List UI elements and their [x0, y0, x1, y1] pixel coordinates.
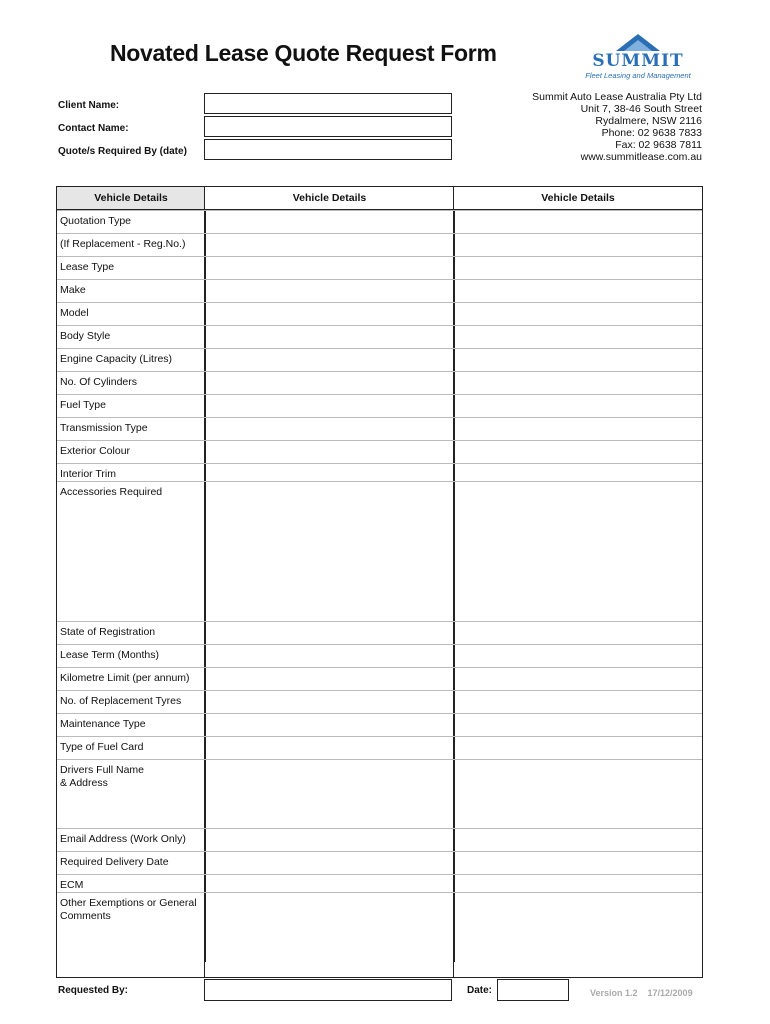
company-line: www.summitlease.com.au [580, 151, 702, 163]
vehicle-cell[interactable] [205, 829, 454, 851]
vehicle-cell[interactable] [454, 691, 703, 713]
vehicle-cell[interactable] [205, 645, 454, 667]
row-label: (If Replacement - Reg.No.) [60, 238, 186, 250]
date-field[interactable] [497, 979, 569, 1001]
vehicle-cell[interactable] [454, 418, 703, 440]
table-row [57, 302, 702, 325]
table-row [57, 851, 702, 874]
vehicle-cell[interactable] [454, 372, 703, 394]
version-label: Version 1.2 17/12/2009 [590, 988, 693, 998]
logo-tagline: Fleet Leasing and Management [585, 71, 691, 80]
vehicle-cell[interactable] [205, 714, 454, 736]
vehicle-cell[interactable] [205, 893, 454, 962]
company-line: Fax: 02 9638 7811 [615, 139, 702, 151]
row-label: Make [60, 284, 86, 296]
table-row [57, 233, 702, 256]
column-header: Vehicle Details [57, 187, 205, 210]
table-row [57, 371, 702, 394]
vehicle-cell[interactable] [454, 893, 703, 962]
vehicle-cell[interactable] [454, 668, 703, 690]
table-row [57, 690, 702, 713]
row-label: Drivers Full Name & Address [60, 764, 145, 789]
requested-by-field[interactable] [204, 979, 452, 1001]
contact-name-field[interactable] [204, 116, 452, 137]
vehicle-cell[interactable] [454, 622, 703, 644]
vehicle-cell[interactable] [205, 668, 454, 690]
row-label: Exterior Colour [60, 445, 131, 457]
vehicle-cell[interactable] [205, 464, 454, 481]
row-label: Interior Trim [60, 468, 117, 480]
vehicle-cell[interactable] [205, 760, 454, 828]
table-row [57, 481, 702, 621]
table-row [57, 874, 702, 892]
vehicle-cell[interactable] [454, 395, 703, 417]
vehicle-cell[interactable] [454, 852, 703, 874]
vehicle-cell[interactable] [205, 737, 454, 759]
vehicle-cell[interactable] [205, 257, 454, 279]
vehicle-cell[interactable] [454, 464, 703, 481]
table-row [57, 394, 702, 417]
table-row [57, 621, 702, 644]
table-row [57, 759, 702, 828]
column-header: Vehicle Details [541, 192, 615, 204]
row-label: Lease Type [60, 261, 115, 273]
logo-wordmark: SUMMIT [592, 51, 684, 71]
row-label: No. Of Cylinders [60, 376, 138, 388]
table-row [57, 644, 702, 667]
row-label: Accessories Required [60, 486, 163, 498]
company-line: Phone: 02 9638 7833 [601, 127, 702, 139]
table-row [57, 463, 702, 481]
contact-name-label: Contact Name: [58, 123, 129, 134]
vehicle-cell[interactable] [205, 482, 454, 621]
vehicle-cell[interactable] [205, 303, 454, 325]
vehicle-cell[interactable] [205, 372, 454, 394]
row-label: Quotation Type [60, 215, 132, 227]
quote-date-field[interactable] [204, 139, 452, 160]
row-label: Transmission Type [60, 422, 148, 434]
row-label: Model [60, 307, 89, 319]
vehicle-cell[interactable] [205, 622, 454, 644]
row-label: Maintenance Type [60, 718, 146, 730]
vehicle-cell[interactable] [205, 349, 454, 371]
row-label: Required Delivery Date [60, 856, 169, 868]
company-line: Summit Auto Lease Australia Pty Ltd [532, 91, 702, 103]
column-header: Vehicle Details [292, 192, 367, 204]
row-label: State of Registration [60, 626, 156, 638]
row-label: Other Exemptions or General Comments [60, 897, 197, 922]
row-label: Type of Fuel Card [60, 741, 144, 753]
vehicle-cell[interactable] [205, 234, 454, 256]
date-label: Date: [467, 985, 493, 996]
vehicle-cell[interactable] [454, 714, 703, 736]
table-row [57, 736, 702, 759]
requested-by-label: Requested By: [58, 985, 129, 996]
table-row [57, 325, 702, 348]
vehicle-cell[interactable] [454, 829, 703, 851]
vehicle-cell[interactable] [454, 482, 703, 621]
vehicle-cell[interactable] [205, 418, 454, 440]
roof-inner-icon [624, 40, 652, 51]
vehicle-cell[interactable] [205, 326, 454, 348]
vehicle-cell[interactable] [454, 234, 703, 256]
table-row [57, 417, 702, 440]
row-label: Email Address (Work Only) [60, 833, 186, 845]
form-title: Novated Lease Quote Request Form [110, 40, 497, 66]
row-label: Fuel Type [60, 399, 106, 411]
table-row [57, 348, 702, 371]
vehicle-cell[interactable] [454, 645, 703, 667]
table-row [57, 256, 702, 279]
vehicle-cell[interactable] [454, 326, 703, 348]
vehicle-cell[interactable] [454, 303, 703, 325]
vehicle-cell[interactable] [205, 395, 454, 417]
vehicle-cell[interactable] [454, 760, 703, 828]
vehicle-cell[interactable] [454, 875, 703, 892]
table-row [57, 828, 702, 851]
table-row [57, 210, 702, 233]
vehicle-cell[interactable] [454, 349, 703, 371]
summit-logo [572, 34, 704, 84]
vehicle-cell[interactable] [205, 280, 454, 302]
company-line: Rydalmere, NSW 2116 [595, 115, 702, 127]
vehicle-cell[interactable] [205, 875, 454, 892]
company-address [532, 91, 702, 163]
company-line: Unit 7, 38-46 South Street [580, 103, 702, 115]
row-label: No. of Replacement Tyres [60, 695, 182, 707]
vehicle-cell[interactable] [454, 280, 703, 302]
row-label: Body Style [60, 330, 111, 342]
table-row [57, 279, 702, 302]
vehicle-details-table [56, 186, 703, 978]
table-row [57, 667, 702, 690]
vehicle-cell[interactable] [205, 691, 454, 713]
table-row [57, 892, 702, 962]
table-row [57, 713, 702, 736]
row-label: Kilometre Limit (per annum) [60, 672, 190, 684]
row-label: Lease Term (Months) [60, 649, 160, 661]
quote-date-label: Quote/s Required By (date) [58, 146, 187, 157]
row-label: ECM [60, 879, 84, 891]
client-name-field[interactable] [204, 93, 452, 114]
vehicle-cell[interactable] [205, 852, 454, 874]
row-label: Engine Capacity (Litres) [60, 353, 173, 365]
vehicle-cell[interactable] [205, 211, 454, 233]
vehicle-cell[interactable] [205, 441, 454, 463]
table-row [57, 440, 702, 463]
vehicle-cell[interactable] [454, 441, 703, 463]
vehicle-cell[interactable] [454, 257, 703, 279]
vehicle-cell[interactable] [454, 211, 703, 233]
vehicle-cell[interactable] [454, 737, 703, 759]
client-name-label: Client Name: [58, 100, 120, 111]
